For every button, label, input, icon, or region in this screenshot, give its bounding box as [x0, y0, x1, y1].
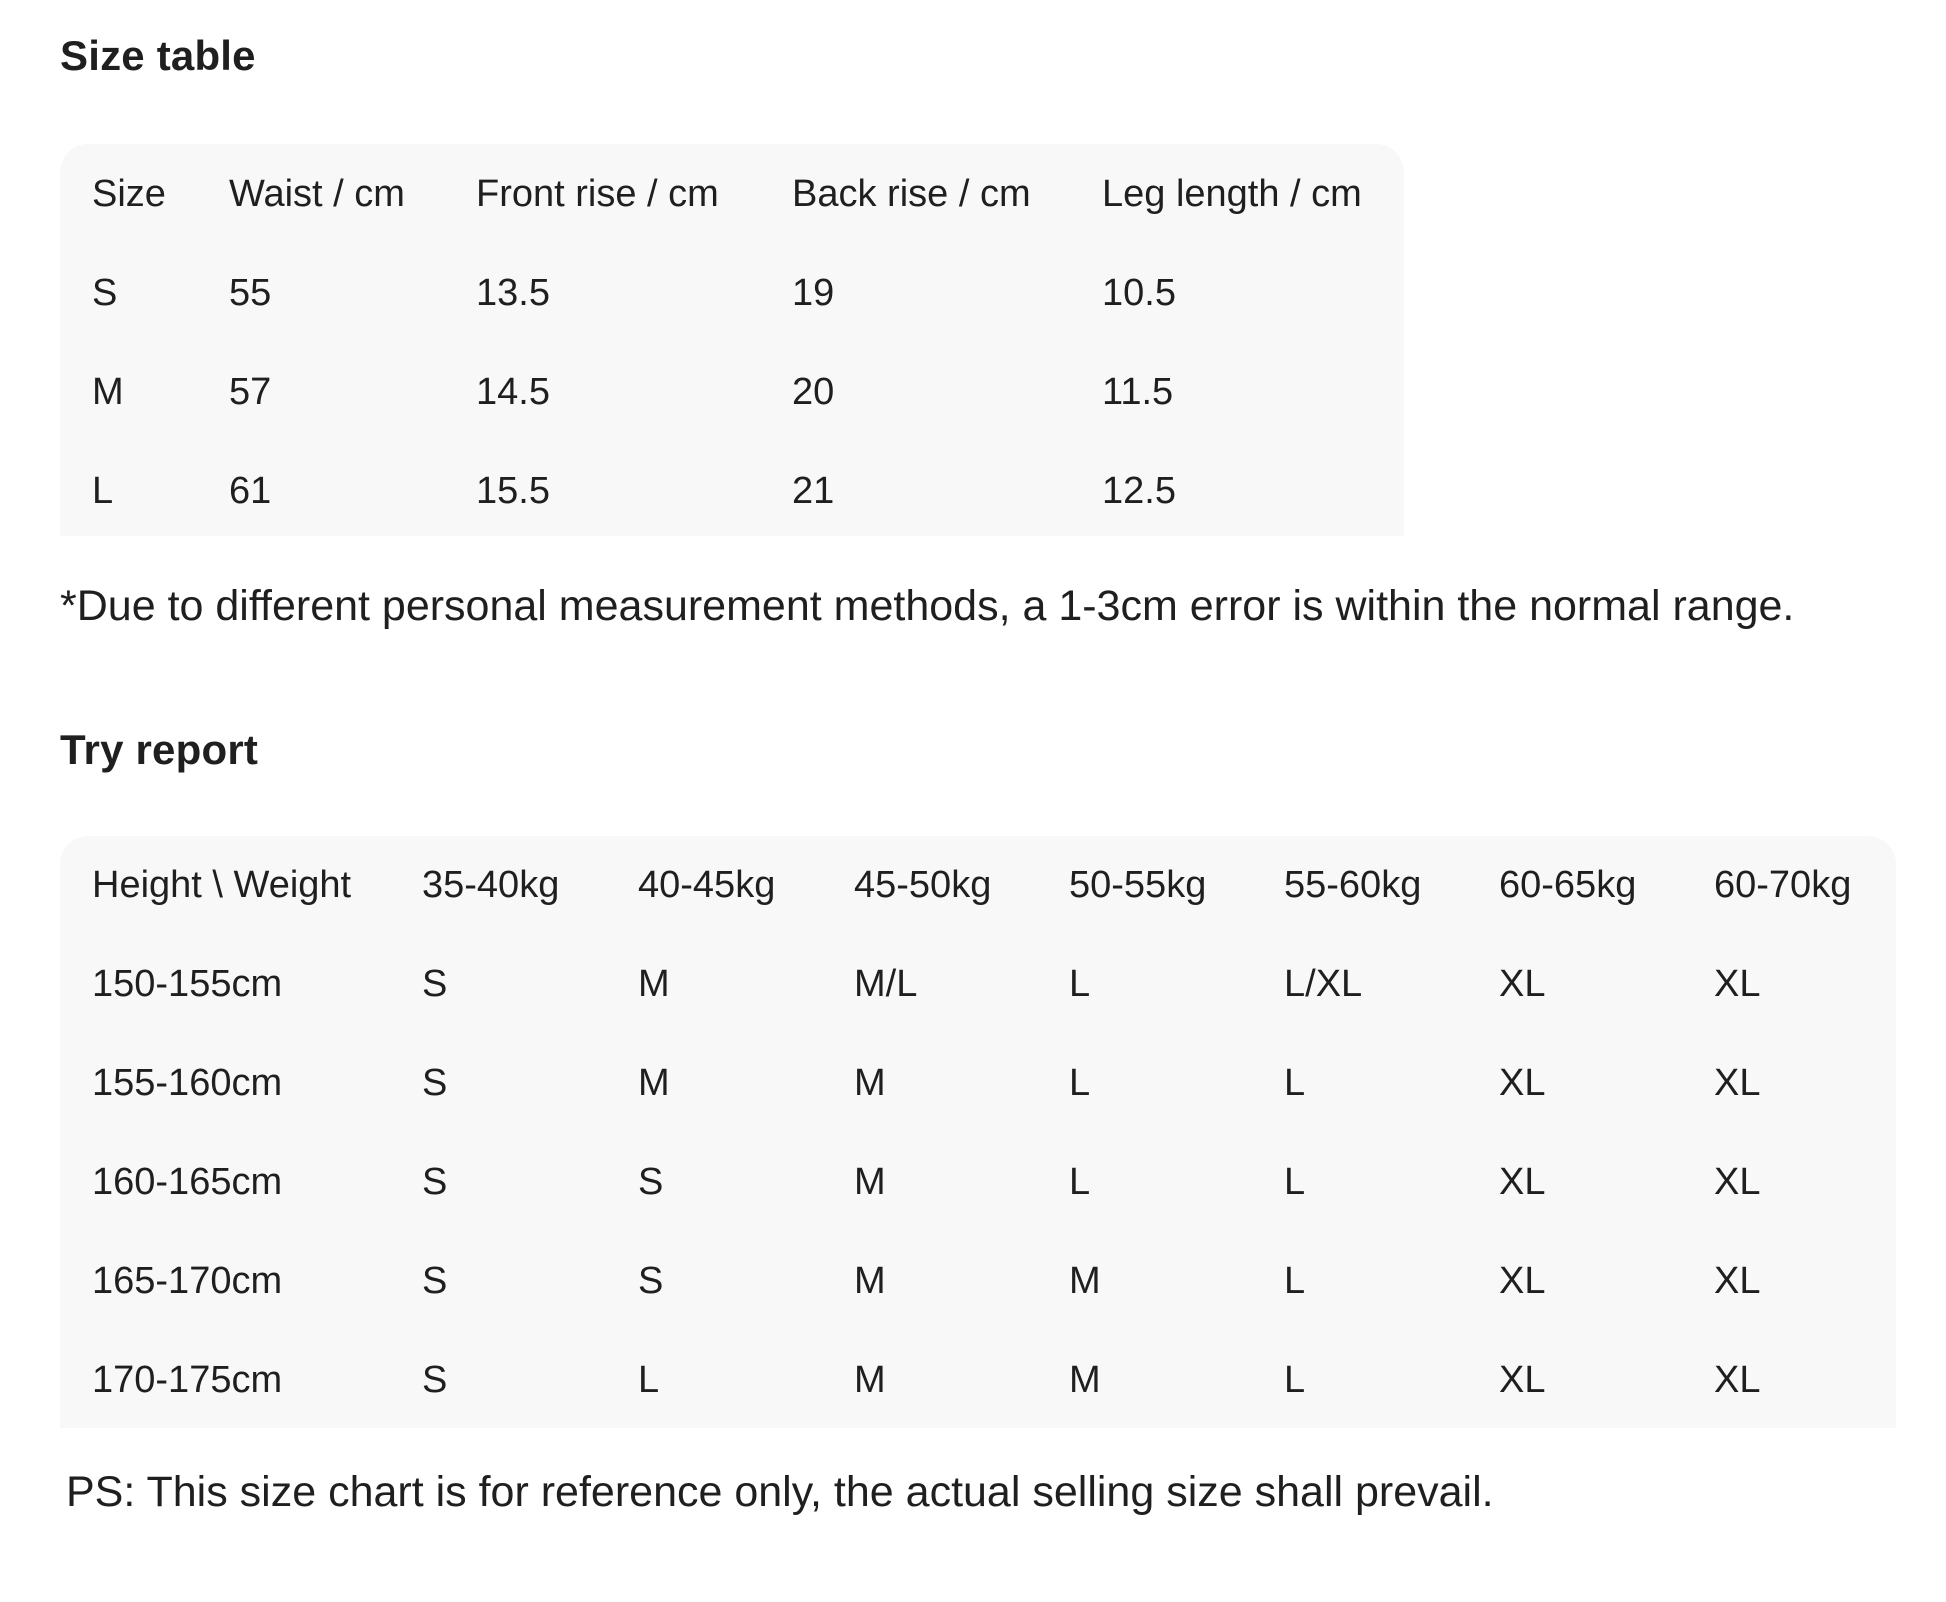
column-header-front-rise: Front rise / cm [476, 172, 719, 215]
table-cell: L [92, 470, 114, 512]
column-header-weight: 45-50kg [854, 864, 992, 906]
table-cell: L [1069, 1062, 1091, 1104]
table-cell: 19 [792, 272, 835, 314]
table-cell: L/XL [1284, 963, 1363, 1005]
table-cell: S [422, 1359, 448, 1401]
table-cell: 12.5 [1102, 470, 1176, 512]
table-row [60, 244, 1404, 343]
table-row [60, 1133, 1896, 1232]
table-cell: XL [1499, 1260, 1546, 1302]
table-cell: S [638, 1260, 664, 1302]
table-cell: L [1069, 1161, 1091, 1203]
table-cell: XL [1714, 1359, 1761, 1401]
table-cell: 10.5 [1102, 272, 1176, 314]
column-header-weight: 60-65kg [1499, 864, 1637, 906]
size-table-header-row [60, 144, 1404, 244]
table-cell: L [638, 1359, 660, 1401]
column-header-weight: 55-60kg [1284, 864, 1422, 906]
table-cell: XL [1499, 1359, 1546, 1401]
table-cell: 15.5 [476, 470, 550, 512]
table-cell: S [422, 1161, 448, 1203]
table-cell: XL [1499, 1161, 1546, 1203]
column-header-leg-length: Leg length / cm [1102, 172, 1362, 215]
row-header-height: 150-155cm [92, 963, 283, 1005]
row-header-height: 160-165cm [92, 1161, 283, 1203]
table-cell: S [422, 1062, 448, 1104]
row-header-height: 170-175cm [92, 1359, 283, 1401]
try-report-table [60, 836, 1896, 1430]
table-cell: M [854, 1260, 886, 1302]
row-header-height: 155-160cm [92, 1062, 283, 1104]
table-cell: 57 [229, 371, 272, 413]
measurement-note: *Due to different personal measurement methods, a 1-3cm error is within the normal range. [60, 582, 1795, 630]
table-cell: S [92, 272, 118, 314]
table-cell: L [1284, 1260, 1306, 1302]
table-cell: 21 [792, 470, 835, 512]
column-header-back-rise: Back rise / cm [792, 172, 1031, 215]
column-header-weight: 40-45kg [638, 864, 776, 906]
table-row [60, 343, 1404, 442]
column-header-weight: 60-70kg [1714, 864, 1852, 906]
table-cell: XL [1714, 1260, 1761, 1302]
try-report-title: Try report [60, 726, 259, 773]
table-cell: M [638, 963, 670, 1005]
table-cell: M [854, 1062, 886, 1104]
size-table [60, 144, 1404, 541]
table-cell: M [1069, 1359, 1101, 1401]
try-report-panel [60, 836, 1896, 1428]
table-cell: S [422, 1260, 448, 1302]
table-cell: XL [1714, 963, 1761, 1005]
table-cell: 20 [792, 371, 835, 413]
table-row [60, 442, 1404, 541]
table-cell: L [1284, 1062, 1306, 1104]
table-cell: M/L [854, 963, 918, 1005]
table-cell: 14.5 [476, 371, 550, 413]
table-cell: XL [1714, 1161, 1761, 1203]
table-cell: XL [1499, 963, 1546, 1005]
row-header-height: 165-170cm [92, 1260, 283, 1302]
table-row [60, 935, 1896, 1034]
table-cell: M [854, 1161, 886, 1203]
table-cell: S [422, 963, 448, 1005]
table-cell: 13.5 [476, 272, 550, 314]
table-cell: M [638, 1062, 670, 1104]
table-row [60, 1232, 1896, 1331]
table-cell: L [1069, 963, 1091, 1005]
column-header-weight: 50-55kg [1069, 864, 1207, 906]
reference-note: PS: This size chart is for reference only, the actual selling size shall prevail. [66, 1468, 1494, 1516]
size-table-panel [60, 144, 1404, 536]
table-cell: M [92, 371, 124, 413]
size-table-title: Size table [60, 32, 256, 79]
column-header-height-weight: Height \ Weight [92, 864, 352, 906]
column-header-size: Size [92, 172, 166, 215]
table-cell: XL [1714, 1062, 1761, 1104]
try-report-header-row [60, 836, 1896, 935]
table-cell: L [1284, 1359, 1306, 1401]
table-row [60, 1331, 1896, 1430]
table-row [60, 1034, 1896, 1133]
table-cell: L [1284, 1161, 1306, 1203]
table-cell: 11.5 [1102, 371, 1174, 413]
table-cell: S [638, 1161, 664, 1203]
column-header-waist: Waist / cm [229, 172, 405, 215]
column-header-weight: 35-40kg [422, 864, 560, 906]
table-cell: XL [1499, 1062, 1546, 1104]
table-cell: M [854, 1359, 886, 1401]
table-cell: M [1069, 1260, 1101, 1302]
table-cell: 55 [229, 272, 272, 314]
table-cell: 61 [229, 470, 272, 512]
